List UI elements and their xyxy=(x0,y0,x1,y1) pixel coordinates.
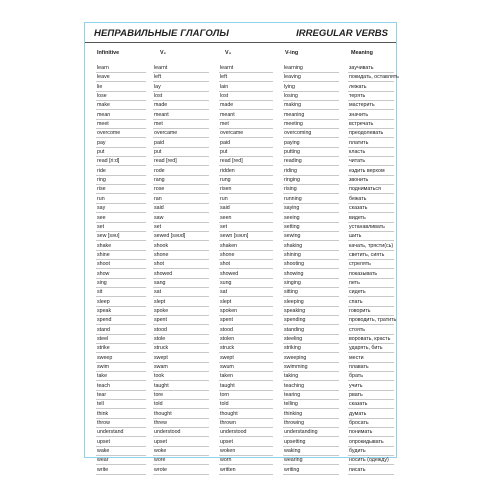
cell-infinitive: read [ri:d] xyxy=(97,158,120,165)
cell-infinitive: teach xyxy=(97,382,110,389)
table-row xyxy=(85,438,396,447)
table-row xyxy=(85,260,396,269)
cell-v-ing: saying xyxy=(284,205,300,212)
cell-v-ing: overcoming xyxy=(284,130,312,137)
cell-meaning: сказать xyxy=(349,401,368,408)
cell-v3: shaken xyxy=(220,242,238,249)
cell-v3: written xyxy=(220,466,236,473)
cell-infinitive: mean xyxy=(97,111,111,118)
cell-v-ing: sweeping xyxy=(284,354,307,361)
cell-v3: meant xyxy=(220,111,235,118)
cell-v-ing: upsetting xyxy=(284,438,306,445)
table-row xyxy=(85,410,396,419)
cell-v3: risen xyxy=(220,186,232,193)
cell-meaning: учить xyxy=(349,382,363,389)
cell-v3: said xyxy=(220,205,230,212)
cell-v-ing: riding xyxy=(284,167,297,174)
cell-v3: lost xyxy=(220,93,229,100)
cell-infinitive: meet xyxy=(97,121,109,128)
cell-meaning: писать xyxy=(349,466,366,473)
cell-v3: rung xyxy=(220,177,231,184)
cell-v-ing: throwing xyxy=(284,420,305,427)
cell-meaning: встречать xyxy=(349,121,374,128)
cell-infinitive: throw xyxy=(97,420,110,427)
cell-v2: met xyxy=(154,121,163,128)
table-row xyxy=(85,279,396,288)
cell-meaning: класть xyxy=(349,149,366,156)
cell-v-ing: shining xyxy=(284,251,301,258)
cell-v-ing: sleeping xyxy=(284,298,304,305)
cell-meaning: заучивать xyxy=(349,65,374,71)
cell-v2: lay xyxy=(154,83,161,90)
cell-v2: shone xyxy=(154,251,169,258)
cell-meaning: бросать xyxy=(349,420,369,427)
cell-infinitive: set xyxy=(97,223,105,230)
table-row xyxy=(85,157,396,166)
verb-rows xyxy=(85,64,399,475)
cell-v2: paid xyxy=(154,139,165,146)
cell-v3: learnt xyxy=(220,65,234,71)
cell-infinitive: sing xyxy=(97,279,107,286)
cell-v3: sung xyxy=(220,279,232,286)
table-row xyxy=(85,83,396,92)
cell-v2: spent xyxy=(154,317,167,324)
table-row xyxy=(85,204,396,213)
cell-v2: swam xyxy=(154,364,168,370)
cell-v2: sang xyxy=(154,279,166,286)
table-row xyxy=(85,400,396,409)
cell-meaning: терять xyxy=(349,93,366,100)
table-row xyxy=(85,139,396,148)
cell-infinitive: think xyxy=(97,410,109,417)
cell-infinitive: wear xyxy=(97,457,109,464)
cell-infinitive: leave xyxy=(97,74,110,81)
cell-infinitive: spend xyxy=(97,317,112,324)
table-row xyxy=(85,363,396,372)
cell-v2: sewed [səʊd] xyxy=(154,233,186,240)
cell-v3: thought xyxy=(220,410,238,417)
cell-infinitive: ring xyxy=(97,177,106,184)
cell-meaning: сказать xyxy=(349,205,368,212)
cell-infinitive: sweep xyxy=(97,354,113,361)
table-row xyxy=(85,270,396,279)
cell-v-ing: meaning xyxy=(284,111,305,118)
cell-v3: told xyxy=(220,401,229,408)
cell-v2: rose xyxy=(154,186,165,193)
cell-infinitive: speak xyxy=(97,307,112,314)
cell-v-ing: setting xyxy=(284,223,300,230)
header-infinitive: Infinitive xyxy=(97,50,120,56)
cell-v3: set xyxy=(220,223,228,230)
cell-v3: put xyxy=(220,149,228,156)
cell-v3: seen xyxy=(220,214,232,221)
cell-infinitive: shake xyxy=(97,242,112,249)
cell-meaning: будить xyxy=(349,448,366,455)
table-row xyxy=(85,251,396,260)
cell-meaning: шить xyxy=(349,233,362,240)
cell-v-ing: making xyxy=(284,102,302,109)
cell-v3: stolen xyxy=(220,335,235,342)
table-row xyxy=(85,92,396,101)
cell-meaning: покидать, оставлять xyxy=(349,74,399,81)
cell-v2: rang xyxy=(154,177,165,184)
cell-meaning: брать xyxy=(349,373,363,380)
cell-infinitive: overcome xyxy=(97,130,121,137)
cell-meaning: преодолевать xyxy=(349,130,384,137)
cell-v3: sat xyxy=(220,289,228,296)
cell-v-ing: putting xyxy=(284,149,300,156)
cell-v-ing: rising xyxy=(284,186,297,193)
table-row xyxy=(85,185,396,194)
cell-meaning: ударять, бить xyxy=(349,345,383,352)
title-bar xyxy=(85,28,396,43)
cell-meaning: плавать xyxy=(349,364,369,370)
table-row xyxy=(85,354,396,363)
cell-v-ing: leaving xyxy=(284,74,301,81)
cell-infinitive: sleep xyxy=(97,298,110,305)
cell-meaning: светить, сиять xyxy=(349,251,385,258)
cell-v3: thrown xyxy=(220,420,236,427)
table-row xyxy=(85,120,396,129)
cell-v-ing: standing xyxy=(284,326,305,333)
cell-v2: learnt xyxy=(154,65,168,71)
table-row xyxy=(85,148,396,157)
cell-v2: woke xyxy=(154,448,167,455)
cell-meaning: бежать xyxy=(349,195,367,202)
cell-infinitive: take xyxy=(97,373,108,380)
cell-v2: left xyxy=(154,74,162,81)
cell-infinitive: stand xyxy=(97,326,110,333)
cell-v2: swept xyxy=(154,354,168,361)
cell-v-ing: spending xyxy=(284,317,306,324)
cell-v-ing: sewing xyxy=(284,233,301,240)
cell-v3: overcame xyxy=(220,130,244,137)
cell-v3: swum xyxy=(220,364,234,370)
cell-v2: said xyxy=(154,205,164,212)
cell-v3: struck xyxy=(220,345,235,352)
table-row xyxy=(85,167,396,176)
cell-infinitive: lie xyxy=(97,83,103,90)
cell-v3: worn xyxy=(220,457,232,464)
cell-v-ing: striking xyxy=(284,345,301,352)
cell-infinitive: show xyxy=(97,270,110,277)
cell-infinitive: lose xyxy=(97,93,107,100)
table-row xyxy=(85,242,396,251)
cell-v-ing: swimming xyxy=(284,364,308,370)
cell-v3: spoken xyxy=(220,307,238,314)
cell-meaning: платить xyxy=(349,139,369,146)
cell-v2: rode xyxy=(154,167,165,174)
cell-v3: paid xyxy=(220,139,231,146)
table-row xyxy=(85,428,396,437)
cell-v2: put xyxy=(154,149,162,156)
cell-v3: stood xyxy=(220,326,233,333)
cell-v2: upset xyxy=(154,438,167,445)
cell-v3: showed xyxy=(220,270,239,277)
title-russian: НЕПРАВИЛЬНЫЕ ГЛАГОЛЫ xyxy=(94,28,229,39)
cell-v-ing: ringing xyxy=(284,177,300,184)
cell-meaning: стрелять xyxy=(349,261,371,268)
verb-table-sheet xyxy=(84,22,399,473)
cell-meaning: видеть xyxy=(349,214,366,221)
table-row xyxy=(85,335,396,344)
cell-v-ing: telling xyxy=(284,401,298,408)
column-headers xyxy=(85,50,396,62)
header-v3: V₃ xyxy=(225,50,232,56)
cell-v3: taught xyxy=(220,382,235,389)
cell-v2: lost xyxy=(154,93,163,100)
header-v2: V₂ xyxy=(160,50,166,56)
cell-v-ing: meeting xyxy=(284,121,303,128)
header-v-ing: V-ing xyxy=(285,50,299,56)
cell-v-ing: writing xyxy=(284,466,300,473)
cell-v2: made xyxy=(154,102,168,109)
cell-v2: stood xyxy=(154,326,167,333)
cell-infinitive: learn xyxy=(97,65,109,71)
cell-infinitive: swim xyxy=(97,364,110,370)
cell-v2: struck xyxy=(154,345,169,352)
cell-v-ing: paying xyxy=(284,139,300,146)
cell-meaning: мастерить xyxy=(349,102,375,109)
cell-v2: set xyxy=(154,223,162,230)
cell-meaning: спать xyxy=(349,298,363,305)
cell-v3: run xyxy=(220,195,228,202)
cell-infinitive: run xyxy=(97,195,105,202)
cell-v2: slept xyxy=(154,298,166,305)
cell-v2: meant xyxy=(154,111,169,118)
cell-meaning: устанавливать xyxy=(349,223,385,230)
cell-infinitive: rise xyxy=(97,186,106,193)
cell-v-ing: running xyxy=(284,195,302,202)
table-row xyxy=(85,223,396,232)
title-english: IRREGULAR VERBS xyxy=(296,28,388,39)
cell-v2: overcame xyxy=(154,130,178,137)
table-row xyxy=(85,111,396,120)
cell-infinitive: sew [səʊ] xyxy=(97,233,120,240)
cell-v2: taught xyxy=(154,382,169,389)
cell-v2: threw xyxy=(154,420,167,427)
cell-meaning: думать xyxy=(349,410,367,417)
cell-meaning: сидеть xyxy=(349,289,366,296)
cell-infinitive: shine xyxy=(97,251,110,258)
cell-meaning: петь xyxy=(349,279,360,286)
cell-v3: taken xyxy=(220,373,233,380)
cell-v3: read [red] xyxy=(220,158,243,165)
cell-infinitive: put xyxy=(97,149,105,156)
table-row xyxy=(85,101,396,110)
cell-meaning: опрокидывать xyxy=(349,438,384,445)
cell-v-ing: showing xyxy=(284,270,304,277)
cell-v2: shot xyxy=(154,261,165,268)
table-row xyxy=(85,129,396,138)
cell-v3: made xyxy=(220,102,234,109)
cell-v3: shot xyxy=(220,261,231,268)
table-row xyxy=(85,456,396,465)
cell-meaning: проводить, тратить xyxy=(349,317,397,324)
table-row xyxy=(85,419,396,428)
cell-infinitive: steel xyxy=(97,335,109,342)
cell-v-ing: lying xyxy=(284,83,295,90)
cell-v-ing: reading xyxy=(284,158,302,165)
cell-v-ing: tearing xyxy=(284,392,301,399)
cell-v-ing: learning xyxy=(284,65,303,71)
cell-v2: showed xyxy=(154,270,173,277)
cell-v-ing: shaking xyxy=(284,242,303,249)
cell-v3: met xyxy=(220,121,229,128)
table-row xyxy=(85,466,396,475)
cell-v2: tore xyxy=(154,392,164,399)
cell-infinitive: understand xyxy=(97,429,124,436)
cell-v2: spoke xyxy=(154,307,169,314)
table-row xyxy=(85,326,396,335)
cell-v2: thought xyxy=(154,410,172,417)
cell-v3: swept xyxy=(220,354,234,361)
cell-v3: lain xyxy=(220,83,229,90)
cell-v3: left xyxy=(220,74,228,81)
cell-v-ing: sitting xyxy=(284,289,298,296)
cell-meaning: качать, трясти(сь) xyxy=(349,242,394,249)
header-meaning: Meaning xyxy=(351,50,373,56)
cell-v2: understood xyxy=(154,429,181,436)
table-row xyxy=(85,64,396,73)
cell-v-ing: seeing xyxy=(284,214,300,221)
table-row xyxy=(85,176,396,185)
cell-meaning: рвать xyxy=(349,392,363,399)
cell-v-ing: thinking xyxy=(284,410,303,417)
cell-meaning: читать xyxy=(349,158,366,165)
cell-infinitive: write xyxy=(97,466,109,473)
cell-v-ing: speaking xyxy=(284,307,306,314)
table-row xyxy=(85,382,396,391)
table-row xyxy=(85,298,396,307)
cell-meaning: показывать xyxy=(349,270,378,277)
cell-v2: wrote xyxy=(154,466,167,473)
cell-meaning: понимать xyxy=(349,429,373,436)
cell-v3: upset xyxy=(220,438,233,445)
cell-v2: wore xyxy=(154,457,166,464)
cell-v3: torn xyxy=(220,392,230,399)
table-row xyxy=(85,344,396,353)
cell-infinitive: strike xyxy=(97,345,110,352)
cell-infinitive: say xyxy=(97,205,106,212)
cell-meaning: воровать, красть xyxy=(349,335,391,342)
cell-v3: spent xyxy=(220,317,233,324)
cell-v3: sewn [səʊn] xyxy=(220,233,249,240)
cell-meaning: носить (одежду) xyxy=(349,457,389,464)
cell-infinitive: make xyxy=(97,102,110,109)
cell-meaning: стоять xyxy=(349,326,366,333)
table-row xyxy=(85,288,396,297)
cell-infinitive: wake xyxy=(97,448,110,455)
cell-v-ing: waking xyxy=(284,448,301,455)
table-row xyxy=(85,195,396,204)
cell-infinitive: sit xyxy=(97,289,103,296)
cell-v-ing: losing xyxy=(284,93,298,100)
cell-infinitive: shoot xyxy=(97,261,110,268)
cell-v3: shone xyxy=(220,251,235,258)
cell-infinitive: pay xyxy=(97,139,106,146)
table-row xyxy=(85,316,396,325)
cell-infinitive: tear xyxy=(97,392,107,399)
cell-meaning: ездить верхом xyxy=(349,167,385,174)
cell-meaning: звонить xyxy=(349,177,369,184)
cell-v-ing: wearing xyxy=(284,457,303,464)
table-row xyxy=(85,391,396,400)
cell-meaning: подниматься xyxy=(349,186,381,193)
cell-v3: woken xyxy=(220,448,236,455)
cell-v-ing: singing xyxy=(284,279,301,286)
cell-v3: understood xyxy=(220,429,247,436)
table-row xyxy=(85,73,399,82)
cell-v2: saw xyxy=(154,214,164,221)
table-row xyxy=(85,307,396,316)
cell-v3: ridden xyxy=(220,167,235,174)
cell-v3: slept xyxy=(220,298,232,305)
cell-meaning: мести xyxy=(349,354,364,361)
cell-meaning: говорить xyxy=(349,307,371,314)
cell-infinitive: ride xyxy=(97,167,106,174)
cell-v2: ran xyxy=(154,195,162,202)
cell-v-ing: taking xyxy=(284,373,299,380)
cell-v-ing: shooting xyxy=(284,261,305,268)
cell-infinitive: tell xyxy=(97,401,104,408)
cell-meaning: значить xyxy=(349,111,369,118)
cell-v2: took xyxy=(154,373,165,380)
cell-v2: read [red] xyxy=(154,158,177,165)
cell-meaning: лежать xyxy=(349,83,367,90)
cell-v2: told xyxy=(154,401,163,408)
table-row xyxy=(85,232,396,241)
cell-infinitive: see xyxy=(97,214,106,221)
cell-v2: shook xyxy=(154,242,169,249)
cell-v-ing: steeling xyxy=(284,335,303,342)
cell-v2: stole xyxy=(154,335,166,342)
table-row xyxy=(85,447,396,456)
table-row xyxy=(85,372,396,381)
table-row xyxy=(85,214,396,223)
cell-v-ing: understanding xyxy=(284,429,318,436)
cell-v2: sat xyxy=(154,289,162,296)
cell-infinitive: upset xyxy=(97,438,110,445)
cell-v-ing: teaching xyxy=(284,382,305,389)
